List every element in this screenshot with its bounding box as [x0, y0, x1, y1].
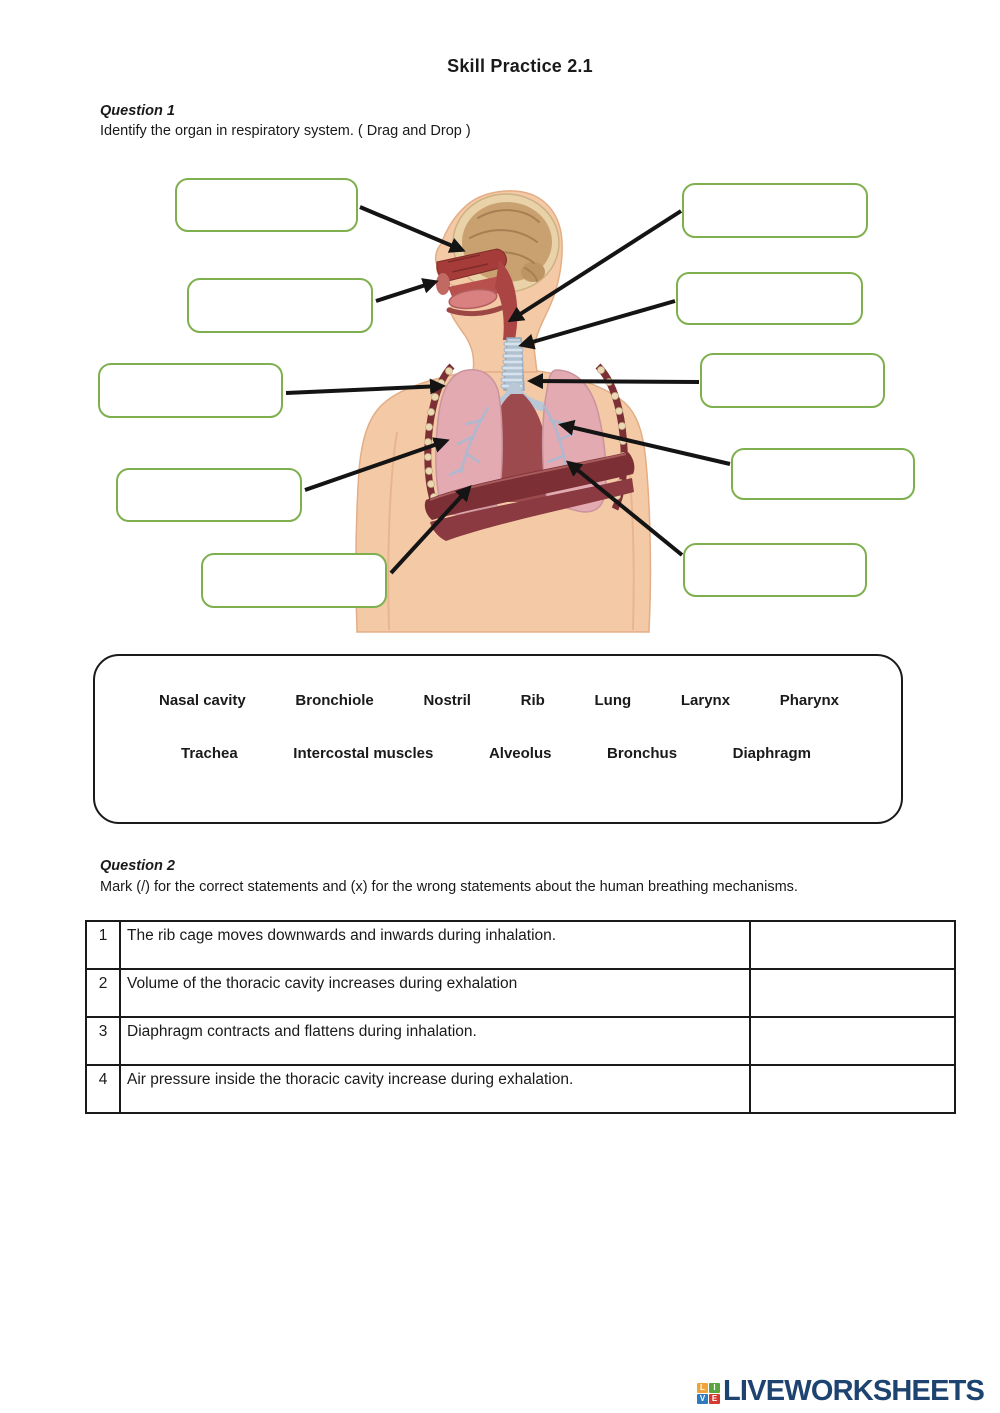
drop-box-left-3[interactable]	[98, 363, 283, 418]
table-row	[86, 921, 955, 969]
word-nasal-cavity[interactable]: Nasal cavity	[159, 692, 246, 709]
word-bronchiole[interactable]: Bronchiole	[295, 692, 374, 709]
word-bank-row-2	[181, 745, 811, 762]
logo-tile-i: I	[709, 1383, 720, 1393]
word-pharynx[interactable]: Pharynx	[779, 692, 839, 709]
arrow-right-3	[531, 381, 699, 382]
answer-cell[interactable]	[750, 969, 955, 1017]
liveworksheets-logo-icon	[697, 1383, 720, 1404]
row-statement: Air pressure inside the thoracic cavity increase during exhalation.	[120, 1065, 750, 1113]
drop-box-left-2[interactable]	[187, 278, 373, 333]
page-title: Skill Practice 2.1	[447, 56, 593, 76]
liveworksheets-wordmark: LIVEWORKSHEETS	[723, 1375, 985, 1407]
word-larynx[interactable]: Larynx	[680, 692, 731, 709]
question2-label: Question 2	[100, 858, 175, 874]
question2-instruction: Mark (/) for the correct statements and (x) for the wrong statements about the human breathing mechanisms.	[100, 879, 798, 895]
arrow-left-2	[376, 282, 435, 301]
word-bank-row-1	[159, 692, 839, 709]
row-statement: The rib cage moves downwards and inwards during inhalation.	[120, 921, 750, 969]
answer-cell[interactable]	[750, 921, 955, 969]
logo-tile-v: V	[697, 1394, 708, 1404]
word-lung[interactable]: Lung	[594, 692, 632, 709]
drop-box-right-3[interactable]	[700, 353, 885, 408]
word-nostril[interactable]: Nostril	[423, 692, 471, 709]
logo-tile-l: L	[697, 1383, 708, 1393]
row-number: 1	[86, 921, 120, 969]
word-bronchus[interactable]: Bronchus	[607, 745, 678, 762]
drop-box-right-4[interactable]	[731, 448, 915, 500]
question2-table	[85, 920, 956, 1114]
table-row	[86, 969, 955, 1017]
arrow-left-1	[360, 207, 462, 250]
question1-instruction: Identify the organ in respiratory system. ( Drag and Drop )	[100, 123, 471, 139]
row-number: 3	[86, 1017, 120, 1065]
word-intercostal-muscles[interactable]: Intercostal muscles	[293, 745, 434, 762]
word-trachea[interactable]: Trachea	[181, 745, 238, 762]
drop-box-right-1[interactable]	[682, 183, 868, 238]
row-number: 4	[86, 1065, 120, 1113]
drop-box-right-5[interactable]	[683, 543, 867, 597]
word-alveolus[interactable]: Alveolus	[488, 745, 552, 762]
word-rib[interactable]: Rib	[520, 692, 545, 709]
drop-box-left-5[interactable]	[201, 553, 387, 608]
answer-cell[interactable]	[750, 1017, 955, 1065]
liveworksheets-logo	[697, 1377, 984, 1406]
row-statement: Diaphragm contracts and flattens during inhalation.	[120, 1017, 750, 1065]
drop-box-left-4[interactable]	[116, 468, 302, 522]
drop-box-right-2[interactable]	[676, 272, 863, 325]
drop-box-left-1[interactable]	[175, 178, 358, 232]
answer-cell[interactable]	[750, 1065, 955, 1113]
word-diaphragm[interactable]: Diaphragm	[732, 745, 811, 762]
logo-tile-e: E	[709, 1394, 720, 1404]
word-bank	[93, 654, 903, 824]
table-row	[86, 1065, 955, 1113]
table-row	[86, 1017, 955, 1065]
question1-label: Question 1	[100, 103, 175, 119]
row-statement: Volume of the thoracic cavity increases during exhalation	[120, 969, 750, 1017]
row-number: 2	[86, 969, 120, 1017]
